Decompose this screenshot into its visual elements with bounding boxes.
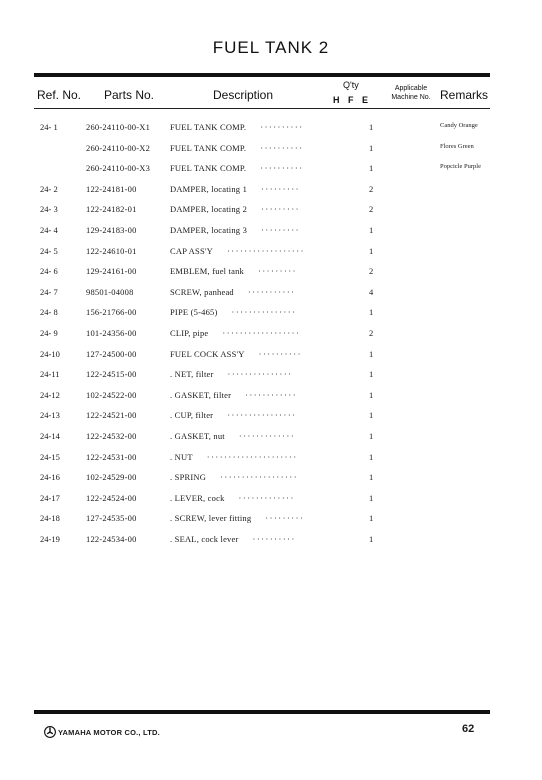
leader-dots: ········· — [258, 266, 297, 276]
table-row — [0, 204, 542, 218]
qty-cell: 4 — [369, 287, 374, 297]
ref-no-cell: 24- 8 — [40, 307, 58, 317]
table-row — [0, 493, 542, 507]
ref-no-cell: 24-13 — [40, 410, 60, 420]
description-cell: DAMPER, locating 1 — [170, 184, 248, 194]
description-cell: . LEVER, cock — [170, 493, 225, 503]
col-header-ref-no: Ref. No. — [37, 88, 82, 102]
parts-no-cell: 122-24182-01 — [86, 204, 137, 214]
ref-no-cell: 24- 9 — [40, 328, 58, 338]
ref-no-cell: 24- 1 — [40, 122, 58, 132]
yamaha-tuning-fork-icon — [44, 726, 56, 738]
leader-dots: ·········· — [252, 534, 296, 544]
page-title: FUEL TANK 2 — [212, 38, 330, 57]
col-header-hfe: H F E — [333, 95, 369, 105]
company-name: YAMAHA MOTOR CO., LTD. — [58, 727, 160, 737]
leader-dots: ·················· — [222, 328, 301, 338]
description-cell: . GASKET, nut — [170, 431, 225, 441]
parts-no-cell: 156-21766-00 — [86, 307, 137, 317]
qty-cell: 1 — [369, 534, 374, 544]
leader-dots: ····················· — [206, 452, 298, 462]
parts-no-cell: 102-24522-00 — [86, 390, 137, 400]
parts-no-cell: 122-24531-00 — [86, 452, 137, 462]
leader-dots: ·········· — [258, 349, 302, 359]
leader-dots: ············· — [238, 493, 295, 503]
description-cell: . GASKET, filter — [170, 390, 232, 400]
description-cell: . SEAL, cock lever — [170, 534, 239, 544]
header-bottom-rule — [34, 108, 490, 109]
table-row — [0, 328, 542, 342]
table-row — [0, 184, 542, 198]
qty-cell: 1 — [369, 163, 374, 173]
table-row — [0, 246, 542, 260]
qty-cell: 1 — [369, 452, 374, 462]
qty-cell: 2 — [369, 328, 374, 338]
table-row — [0, 349, 542, 363]
leader-dots: ············· — [238, 431, 296, 441]
leader-dots: ·········· — [260, 163, 304, 173]
parts-no-cell: 260-24110-00-X3 — [86, 163, 151, 173]
ref-no-cell: 24-12 — [40, 390, 60, 400]
parts-no-cell: 122-24610-01 — [86, 246, 137, 256]
ref-no-cell: 24-17 — [40, 493, 60, 503]
qty-cell: 1 — [369, 307, 374, 317]
qty-cell: 2 — [369, 204, 374, 214]
ref-no-cell: 24- 3 — [40, 204, 58, 214]
description-cell: FUEL TANK COMP. — [170, 122, 247, 132]
table-row — [0, 390, 542, 404]
leader-dots: ·················· — [220, 472, 299, 482]
col-header-remarks: Remarks — [440, 88, 489, 102]
parts-no-cell: 122-24515-00 — [86, 369, 137, 379]
leader-dots: ·········· — [260, 122, 304, 132]
col-header-parts-no: Parts No. — [104, 88, 155, 102]
leader-dots: ·········· — [260, 143, 304, 153]
table-row — [0, 163, 542, 177]
description-cell: EMBLEM, fuel tank — [170, 266, 244, 276]
page-number: 62 — [462, 723, 475, 735]
company-logo — [44, 726, 160, 738]
ref-no-cell: 24-10 — [40, 349, 60, 359]
table-row — [0, 410, 542, 424]
parts-no-cell: 122-24524-00 — [86, 493, 137, 503]
qty-cell: 1 — [369, 122, 374, 132]
description-cell: . SCREW, lever fitting — [170, 513, 252, 523]
description-cell: FUEL TANK COMP. — [170, 163, 247, 173]
ref-no-cell: 24- 6 — [40, 266, 58, 276]
ref-no-cell: 24- 7 — [40, 287, 58, 297]
description-cell: DAMPER, locating 2 — [170, 204, 248, 214]
footer-rule — [34, 710, 490, 714]
table-row — [0, 143, 542, 157]
ref-no-cell: 24- 4 — [40, 225, 58, 235]
parts-no-cell: 127-24535-00 — [86, 513, 137, 523]
table-row — [0, 369, 542, 383]
qty-cell: 1 — [369, 246, 374, 256]
description-cell: FUEL COCK ASS'Y — [170, 349, 245, 359]
remarks-cell: Flores Green — [440, 143, 474, 150]
table-row — [0, 266, 542, 280]
table-row — [0, 513, 542, 527]
description-cell: CLIP, pipe — [170, 328, 209, 338]
description-cell: DAMPER, locating 3 — [170, 225, 248, 235]
parts-no-cell: 127-24500-00 — [86, 349, 137, 359]
parts-no-cell: 122-24181-00 — [86, 184, 137, 194]
description-cell: . CUP, filter — [170, 410, 214, 420]
table-row — [0, 225, 542, 239]
table-row — [0, 122, 542, 136]
parts-no-cell: 260-24110-00-X1 — [86, 122, 151, 132]
parts-no-cell: 98501-04008 — [86, 287, 134, 297]
leader-dots: ··············· — [227, 369, 293, 379]
qty-cell: 1 — [369, 390, 374, 400]
ref-no-cell: 24-19 — [40, 534, 60, 544]
remarks-cell: Candy Orange — [440, 122, 478, 129]
table-row — [0, 287, 542, 301]
leader-dots: ··············· — [231, 307, 297, 317]
leader-dots: ········· — [265, 513, 305, 523]
ref-no-cell: 24-11 — [40, 369, 60, 379]
parts-no-cell: 260-24110-00-X2 — [86, 143, 151, 153]
description-cell: . NET, filter — [170, 369, 214, 379]
ref-no-cell: 24- 2 — [40, 184, 58, 194]
leader-dots: ········· — [261, 225, 301, 235]
qty-cell: 1 — [369, 225, 374, 235]
qty-cell: 1 — [369, 143, 374, 153]
description-cell: PIPE (5-465) — [170, 307, 218, 317]
description-cell: FUEL TANK COMP. — [170, 143, 247, 153]
parts-no-cell: 129-24161-00 — [86, 266, 137, 276]
parts-no-cell: 122-24521-00 — [86, 410, 137, 420]
parts-no-cell: 129-24183-00 — [86, 225, 137, 235]
col-header-description: Description — [213, 88, 274, 102]
ref-no-cell: 24-14 — [40, 431, 60, 441]
description-cell: . SPRING — [170, 472, 207, 482]
ref-no-cell: 24-18 — [40, 513, 60, 523]
qty-cell: 2 — [369, 266, 374, 276]
leader-dots: ················ — [227, 410, 297, 420]
table-row — [0, 472, 542, 486]
qty-cell: 1 — [369, 472, 374, 482]
qty-cell: 2 — [369, 184, 374, 194]
table-row — [0, 431, 542, 445]
parts-no-cell: 102-24529-00 — [86, 472, 137, 482]
table-row — [0, 534, 542, 548]
parts-no-cell: 101-24356-00 — [86, 328, 137, 338]
description-cell: CAP ASS'Y — [170, 246, 213, 256]
leader-dots: ········· — [261, 204, 301, 214]
table-row — [0, 452, 542, 466]
qty-cell: 1 — [369, 513, 374, 523]
leader-dots: ··········· — [247, 287, 296, 297]
col-header-qty: Q'ty — [343, 80, 359, 90]
qty-cell: 1 — [369, 410, 374, 420]
parts-no-cell: 122-24532-00 — [86, 431, 137, 441]
qty-cell: 1 — [369, 369, 374, 379]
leader-dots: ·················· — [226, 246, 305, 256]
ref-no-cell: 24-15 — [40, 452, 60, 462]
qty-cell: 1 — [369, 349, 374, 359]
header-top-rule — [34, 73, 490, 77]
description-cell: SCREW, panhead — [170, 287, 234, 297]
ref-no-cell: 24-16 — [40, 472, 60, 482]
ref-no-cell: 24- 5 — [40, 246, 58, 256]
leader-dots: ············ — [245, 390, 298, 400]
qty-cell: 1 — [369, 431, 374, 441]
table-row — [0, 307, 542, 321]
description-cell: . NUT — [170, 452, 193, 462]
qty-cell: 1 — [369, 493, 374, 503]
remarks-cell: Popcicle Purple — [440, 163, 481, 170]
parts-no-cell: 122-24534-00 — [86, 534, 137, 544]
col-header-applicable-machine: Applicable Machine No. — [391, 85, 431, 101]
leader-dots: ········· — [261, 184, 301, 194]
